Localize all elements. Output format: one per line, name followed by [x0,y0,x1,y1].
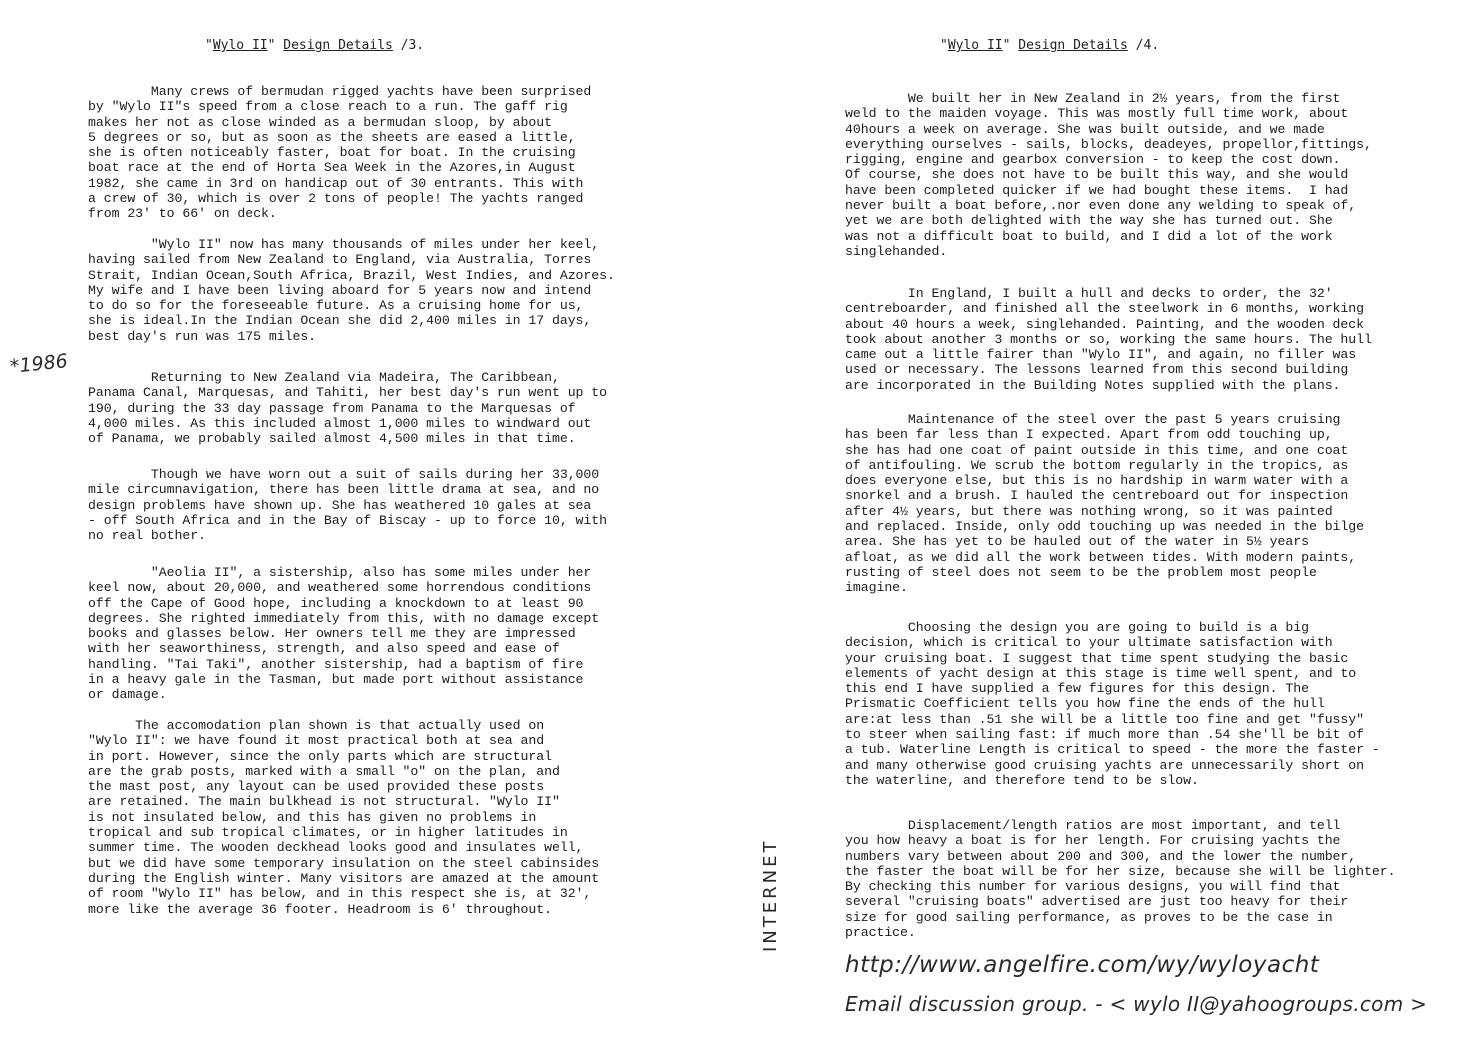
left-paragraph-circumnav: Though we have worn out a suit of sails during her 33,000 mile circumnavigation, there has been little drama at sea, and no design problems have shown up. She has weathered 10 gales at sea - off South Africa and in the Bay of Biscay - up to force 10, with no real bother. [88,467,608,544]
right-paragraph-maintenance: Maintenance of the steel over the past 5 years cruising has been far less than I expected. Apart from odd touching up, she has had one coat of paint outside in this time, and one coat of antifouling. We scrub the bottom regularly in the tropics, as does everyone else, but this is no hardship in warm water with a snorkel and a brush. I hauled the centreboard out for inspection after 4½ years, but there was nothing wrong, so it was painted and replaced. Inside, only odd touching up was needed in the bilge area. She has yet to be hauled out of the water in 5½ years afloat, as we did all the work between tides. With modern paints, rusting of steel does not seem to be the problem most people imagine. [845,412,1365,596]
right-title-design: Design Details [1018,38,1128,53]
left-page-title: "Wylo II" Design Details /3. [205,38,425,53]
right-paragraph-england: In England, I built a hull and decks to order, the 32' centreboarder, and finished all the steelwork in 6 months, working about 40 hours a week, singlehanded. Painting, and the wooden deck took about another 3 months or so, working the same hours. The hull came out a little fairer than "Wylo II", and again, no filler was used or necessary. The lessons learned from this second building are incorporated in the Building Notes supplied with the plans. [845,286,1372,393]
right-paragraph-design: Choosing the design you are going to build is a big decision, which is critical to your ultimate satisfaction with your cruising boat. I suggest that time spent studying the basic elements of yacht design at this stage is time well spent, and to this end I have supplied a few figures for this design. The Prismatic Coefficient tells you how fine the ends of the hull are:at less than .51 she will be a little too fine and get "fussy" to steer when sailing fast: if much more than .54 she'll be bit of a tub. Waterline Length is critical to speed - the more the faster - and many otherwise good cruising yachts are unnecessarily short on the waterline, and therefore tend to be slow. [845,620,1380,788]
left-title-name: Wylo II [212,38,268,53]
right-paragraph-displacement: Displacement/length ratios are most important, and tell you how heavy a boat is for her length. For cruising yachts the numbers vary between about 200 and 300, and the lower the number, the faster the boat will be for her size, because she will be lighter. By checking this number for various designs, you will find that several "cruising boats" advertised are just too heavy for their size for good sailing performance, as proves to be the case in practice. [845,818,1396,941]
margin-note-1986: *1986 [9,350,69,378]
internet-note: INTERNET [760,838,781,952]
left-paragraph-return: Returning to New Zealand via Madeira, The Caribbean, Panama Canal, Marquesas, and Tahiti, her best day's run went up to 190, during the 33 day passage from Panama to the Marquesas of 4,000 miles. As this included almost 1,000 miles to windward out of Panama, we probably sailed almost 4,500 miles in that time. [88,370,608,447]
email-group-link[interactable]: Email discussion group. - < wylo II@yahoogroups.com > [845,992,1428,1016]
left-paragraph-voyages: "Wylo II" now has many thousands of miles under her keel, having sailed from New Zealand to England, via Australia, Torres Strait, Indian Ocean,South Africa, Brazil, West Indies, and Azores. My wife and I have been living aboard for 5 years now and intend to do so for the foreseeable future. As a cruising home for us, she is ideal.In the Indian Ocean she did 2,400 miles in 17 days, best day's run was 175 miles. [88,237,615,344]
right-paragraph-build: We built her in New Zealand in 2½ years, from the first weld to the maiden voyage. This was mostly full time work, about 40hours a week on average. She was built outside, and we made everything ourselves - sails, blocks, deadeyes, propellor,fittings, rigging, engine and gearbox conversion - to keep the cost down. Of course, she does not have to be built this way, and she would have been completed quicker if we had bought these items. I had never built a boat before,.nor even done any welding to speak of, yet we are both delighted with the way she has turned out. She was not a difficult boat to build, and I did a lot of the work singlehanded. [845,91,1372,259]
left-paragraph-accomodation: The accomodation plan shown is that actually used on "Wylo II": we have found it most practical both at sea and in port. However, since the only parts which are structural are the grab posts, marked with a small "o" on the plan, and the mast post, any layout can be used provided these posts are retained. The main bulkhead is not structural. "Wylo II" is not insulated below, and this has given no problems in tropical and sub tropical climates, or in higher latitudes in summer time. The wooden deckhead looks good and insulates well, but we did have some temporary insulation on the steel cabinsides during the English winter. Many visitors are amazed at the amount of room "Wylo II" has below, and in this respect she is, at 32', more like the average 36 footer. Headroom is 6' throughout. [88,718,600,917]
left-paragraph-sisterships: "Aeolia II", a sistership, also has some miles under her keel now, about 20,000, and weathered some horrendous conditions off the Cape of Good hope, including a knockdown to at least 90 degrees. She righted immediately from this, with no damage except books and glasses below. Her owners tell me they are impressed with her seaworthiness, strength, and also speed and ease of handling. "Tai Taki", another sistership, had a baptism of fire in a heavy gale in the Tasman, but made port without assistance or damage. [88,565,600,703]
left-title-design: Design Details [283,38,393,53]
website-url-link[interactable]: http://www.angelfire.com/wy/wyloyacht [845,952,1320,978]
right-title-name: Wylo II [947,38,1003,53]
right-page-title: "Wylo II" Design Details /4. [940,38,1160,53]
left-paragraph-speed: Many crews of bermudan rigged yachts have been surprised by "Wylo II"s speed from a close reach to a run. The gaff rig makes her not as close winded as a bermudan sloop, by about 5 degrees or so, but as soon as the sheets are eased a little, she is often noticeably faster, boat for boat. In the cruising boat race at the end of Horta Sea Week in the Azores,in August 1982, she came in 3rd on handicap out of 30 entrants. This with a crew of 30, which is over 2 tons of people! The yachts ranged from 23' to 66' on deck. [88,84,592,222]
right-page [740,0,1480,1050]
